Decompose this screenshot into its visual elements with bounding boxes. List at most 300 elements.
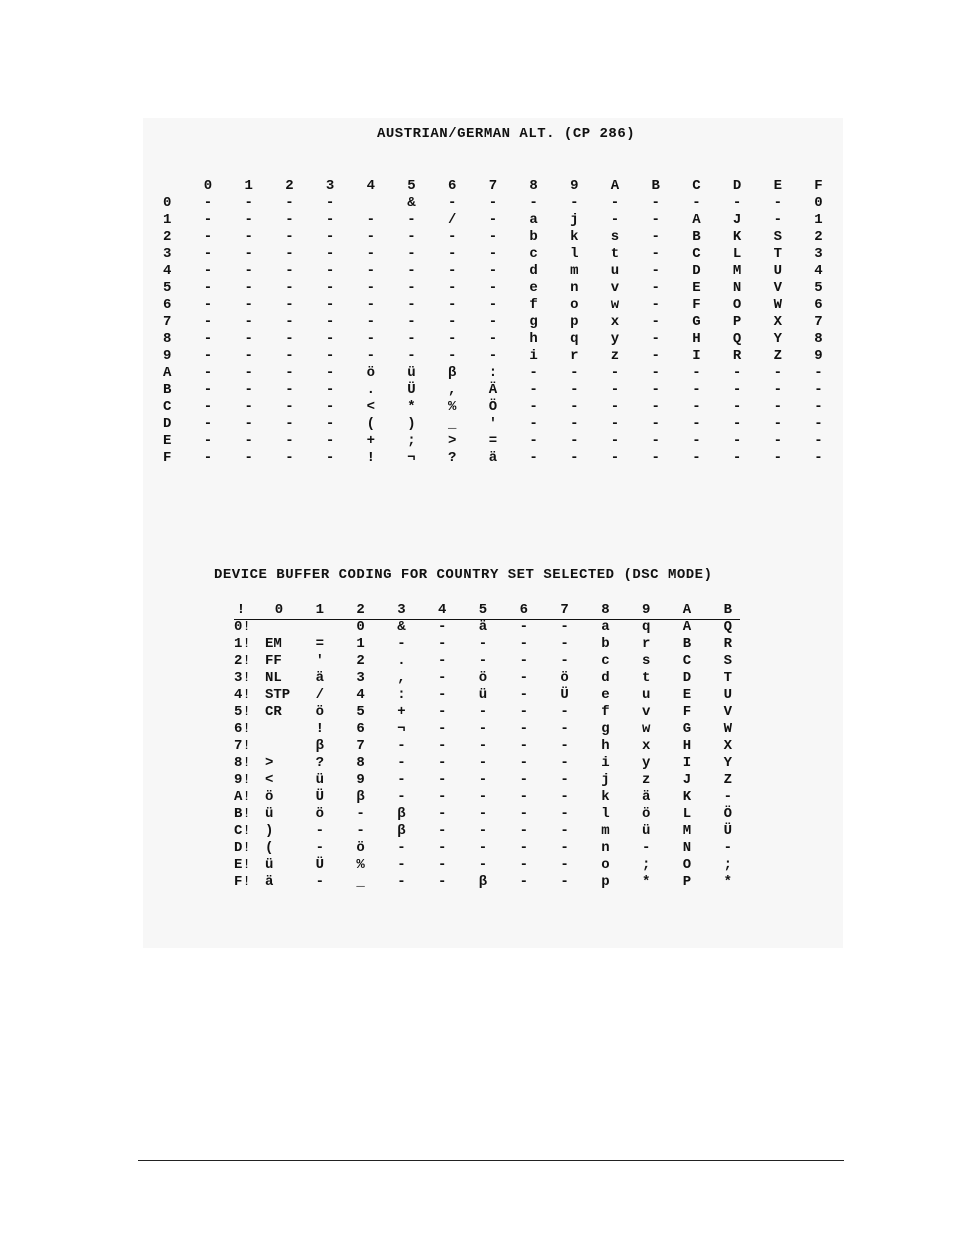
table-cell: - xyxy=(366,331,375,347)
table-cell: s xyxy=(641,653,651,669)
table-cell: ü xyxy=(265,857,274,873)
table-cell: j xyxy=(601,772,610,788)
row-label xyxy=(163,229,183,246)
row-label xyxy=(234,721,262,738)
table-cell: < xyxy=(265,772,274,788)
table-cell: - xyxy=(244,348,253,364)
table-cell: q xyxy=(570,331,579,347)
table-cell: Ü xyxy=(723,823,732,839)
table-cell: X xyxy=(723,738,732,754)
row-label-text: 3 xyxy=(234,670,243,686)
table-cell: - xyxy=(570,399,579,415)
table-cell: - xyxy=(285,263,294,279)
table-cell: - xyxy=(407,246,416,262)
table-cell: R xyxy=(732,348,742,364)
table-cell: 3 xyxy=(356,670,365,686)
table-row xyxy=(234,738,754,755)
table-cell: N xyxy=(732,280,742,296)
table-cell: - xyxy=(244,297,253,313)
table-cell: < xyxy=(366,399,375,415)
table-cell: ; xyxy=(407,433,416,449)
table-cell: 7 xyxy=(356,738,365,754)
table-cell: _ xyxy=(447,416,457,432)
table-cell: - xyxy=(570,365,579,381)
table-row xyxy=(163,246,843,263)
table-cell: - xyxy=(560,857,569,873)
table-cell: - xyxy=(560,840,569,856)
table-cell: & xyxy=(397,619,406,635)
table-cell: - xyxy=(447,297,457,313)
table-cell: - xyxy=(325,348,335,364)
table-cell: 9 xyxy=(356,772,365,788)
table-cell: w xyxy=(641,721,651,737)
table-cell: - xyxy=(203,297,213,313)
table-row xyxy=(234,789,754,806)
table-cell: y xyxy=(641,755,651,771)
table-cell: - xyxy=(478,636,488,652)
table-cell: S xyxy=(723,653,732,669)
table-cell: V xyxy=(773,280,782,296)
row-label-text: F xyxy=(163,450,172,466)
table-cell: - xyxy=(203,314,213,330)
table-cell: - xyxy=(773,416,782,432)
table-cell: - xyxy=(478,738,488,754)
table-cell: b xyxy=(601,636,610,652)
row-label xyxy=(234,789,262,806)
table-cell: ä xyxy=(478,619,488,635)
table-row xyxy=(163,297,843,314)
table-cell: O xyxy=(732,297,742,313)
table-cell: r xyxy=(570,348,579,364)
table-cell: - xyxy=(285,382,294,398)
table-cell: B xyxy=(692,229,701,245)
row-separator: ! xyxy=(242,619,251,635)
table-cell: STP xyxy=(265,687,291,703)
row-label xyxy=(234,670,262,687)
table-cell: . xyxy=(366,382,375,398)
table-cell: * xyxy=(723,874,732,890)
table-cell: - xyxy=(366,348,375,364)
table-cell: l xyxy=(570,246,579,262)
table-cell: - xyxy=(244,246,253,262)
row-label xyxy=(163,263,183,280)
table-cell: ! xyxy=(366,450,375,466)
table-cell: & xyxy=(407,195,416,211)
table-cell: / xyxy=(315,687,324,703)
row-label-text: C xyxy=(234,823,243,839)
table-cell: A xyxy=(682,619,692,635)
table-cell: NL xyxy=(265,670,282,686)
table-cell: m xyxy=(601,823,610,839)
table-cell: - xyxy=(519,806,528,822)
row-label xyxy=(163,450,183,467)
table-cell: - xyxy=(651,399,660,415)
dsc-mode-code-table xyxy=(234,602,754,892)
table-cell: _ xyxy=(356,874,365,890)
table-cell: - xyxy=(325,382,335,398)
table1-col-header-9: 9 xyxy=(570,178,579,194)
row-label xyxy=(234,704,262,721)
table-cell: a xyxy=(529,212,538,228)
table-cell: β xyxy=(356,789,365,805)
table-cell: - xyxy=(519,687,528,703)
table-cell: ) xyxy=(265,823,274,839)
row-label-text: 9 xyxy=(163,348,172,364)
table-cell: - xyxy=(397,857,406,873)
table-row xyxy=(234,619,754,636)
table-cell: x xyxy=(641,738,651,754)
table-cell: - xyxy=(244,212,253,228)
table-cell: β xyxy=(397,806,406,822)
table-cell: C xyxy=(682,653,692,669)
table-cell: ä xyxy=(488,450,498,466)
table-cell: / xyxy=(447,212,457,228)
table2-col-header-B: B xyxy=(723,602,732,618)
table2-corner-mark: ! xyxy=(236,602,246,618)
table-cell: FF xyxy=(265,653,282,669)
table-row xyxy=(234,755,754,772)
table-cell: - xyxy=(478,789,488,805)
table-cell: J xyxy=(732,212,742,228)
table-cell: 8 xyxy=(356,755,365,771)
table1-col-header-0: 0 xyxy=(203,178,213,194)
row-separator: ! xyxy=(242,721,251,737)
table-cell: - xyxy=(478,840,488,856)
table-cell: - xyxy=(315,840,324,856)
table-cell: - xyxy=(651,382,660,398)
row-label-text: C xyxy=(163,399,172,415)
table-cell: - xyxy=(244,195,253,211)
table-cell: : xyxy=(397,687,406,703)
table-cell: - xyxy=(488,263,498,279)
row-label-text: A xyxy=(234,789,243,805)
table-cell: - xyxy=(285,399,294,415)
table-cell: - xyxy=(325,450,335,466)
table-cell: + xyxy=(397,704,406,720)
row-label-text: B xyxy=(234,806,243,822)
row-label-text: E xyxy=(234,857,243,873)
table-cell: - xyxy=(244,399,253,415)
table-cell: d xyxy=(601,670,610,686)
table-cell: a xyxy=(601,619,610,635)
table-cell: D xyxy=(692,263,701,279)
cp286-code-table xyxy=(163,178,843,468)
table-cell: f xyxy=(601,704,610,720)
table-cell: EM xyxy=(265,636,282,652)
table-cell: E xyxy=(682,687,692,703)
row-label-text: 1 xyxy=(234,636,243,652)
table-cell: - xyxy=(244,263,253,279)
row-label xyxy=(163,314,183,331)
table-cell: - xyxy=(488,314,498,330)
table-row xyxy=(234,636,754,653)
table-cell: - xyxy=(641,840,651,856)
table-cell: - xyxy=(814,433,823,449)
table-cell: 2 xyxy=(356,653,365,669)
table-cell: - xyxy=(447,229,457,245)
table-cell: - xyxy=(437,738,447,754)
table-cell: - xyxy=(407,331,416,347)
table-cell: - xyxy=(570,416,579,432)
table-cell: b xyxy=(529,229,538,245)
table-cell: - xyxy=(488,246,498,262)
table-cell: c xyxy=(529,246,538,262)
table-cell: - xyxy=(529,416,538,432)
table-cell: - xyxy=(732,416,742,432)
table-cell: ö xyxy=(315,704,324,720)
table-cell: - xyxy=(325,195,335,211)
table-cell: ? xyxy=(315,755,324,771)
row-label xyxy=(234,806,262,823)
table-cell: ü xyxy=(407,365,416,381)
table-cell: - xyxy=(397,772,406,788)
table-cell: W xyxy=(723,721,732,737)
table-cell: v xyxy=(610,280,620,296)
table-cell: - xyxy=(244,229,253,245)
table-cell: ü xyxy=(315,772,324,788)
table-cell: e xyxy=(601,687,610,703)
row-label-text: 0 xyxy=(163,195,172,211)
table-cell: - xyxy=(814,450,823,466)
table-row xyxy=(234,806,754,823)
table-cell: ö xyxy=(641,806,651,822)
row-label-text: 5 xyxy=(163,280,172,296)
table-cell: i xyxy=(529,348,538,364)
table-cell: ; xyxy=(723,857,732,873)
row-label-text: 2 xyxy=(234,653,243,669)
table-cell: - xyxy=(437,670,447,686)
table-row xyxy=(163,365,843,382)
table-cell: 8 xyxy=(814,331,823,347)
table-cell: 6 xyxy=(356,721,365,737)
table-cell: > xyxy=(265,755,274,771)
table-cell: T xyxy=(773,246,782,262)
row-separator: ! xyxy=(242,874,251,890)
table-cell: - xyxy=(203,433,213,449)
table-cell: - xyxy=(285,212,294,228)
table-cell: - xyxy=(437,823,447,839)
table-cell: ; xyxy=(641,857,651,873)
table-cell: - xyxy=(244,433,253,449)
table-cell: - xyxy=(478,857,488,873)
table-cell: - xyxy=(285,331,294,347)
table-cell: o xyxy=(570,297,579,313)
table-cell: t xyxy=(610,246,620,262)
table-cell: j xyxy=(570,212,579,228)
row-label xyxy=(234,772,262,789)
table2-col-header-2: 2 xyxy=(356,602,365,618)
table-row xyxy=(163,382,843,399)
table-cell: - xyxy=(723,840,732,856)
table-cell: , xyxy=(397,670,406,686)
table-cell: - xyxy=(437,806,447,822)
table-cell: - xyxy=(447,314,457,330)
table-cell: d xyxy=(529,263,538,279)
table-cell: - xyxy=(407,280,416,296)
table-cell: - xyxy=(651,450,660,466)
row-separator: ! xyxy=(242,636,251,652)
row-label xyxy=(163,416,183,433)
table-cell: - xyxy=(519,704,528,720)
table-cell: ' xyxy=(315,653,324,669)
table-cell: % xyxy=(356,857,365,873)
table-cell: - xyxy=(610,212,620,228)
table-cell: X xyxy=(773,314,782,330)
table-cell: ( xyxy=(265,840,274,856)
table-cell: - xyxy=(203,263,213,279)
table2-col-header-6: 6 xyxy=(519,602,528,618)
table-cell: - xyxy=(560,789,569,805)
table-cell: - xyxy=(773,433,782,449)
row-label-text: D xyxy=(234,840,243,856)
table1-col-header-5: 5 xyxy=(407,178,416,194)
table-cell: U xyxy=(773,263,782,279)
table-cell: - xyxy=(397,840,406,856)
table-cell: Y xyxy=(773,331,782,347)
table-cell: - xyxy=(325,246,335,262)
table-cell: - xyxy=(488,280,498,296)
table-cell: - xyxy=(407,263,416,279)
table-cell: - xyxy=(447,246,457,262)
row-label-text: F xyxy=(234,874,243,890)
table-cell: x xyxy=(610,314,620,330)
table-cell: Ö xyxy=(488,399,498,415)
table-cell: - xyxy=(356,806,365,822)
row-separator: ! xyxy=(242,806,251,822)
table-cell: ü xyxy=(265,806,274,822)
table-cell: C xyxy=(692,246,701,262)
table-cell: - xyxy=(560,772,569,788)
table-cell: Ü xyxy=(560,687,569,703)
table-cell: P xyxy=(682,874,692,890)
table-cell: - xyxy=(610,365,620,381)
table-cell: v xyxy=(641,704,651,720)
row-separator: ! xyxy=(242,840,251,856)
table-cell: - xyxy=(325,314,335,330)
table-cell: - xyxy=(325,280,335,296)
table-cell: - xyxy=(244,331,253,347)
table-cell: - xyxy=(519,721,528,737)
table-cell: : xyxy=(488,365,498,381)
table-cell: - xyxy=(285,195,294,211)
table-cell: T xyxy=(723,670,732,686)
table-cell: - xyxy=(478,721,488,737)
table-cell: 1 xyxy=(356,636,365,652)
table2-col-header-3: 3 xyxy=(397,602,406,618)
table-cell: 1 xyxy=(814,212,823,228)
table-cell: ¬ xyxy=(397,721,406,737)
table-cell: K xyxy=(732,229,742,245)
table-cell: - xyxy=(529,399,538,415)
table-row xyxy=(234,823,754,840)
table-cell: - xyxy=(560,721,569,737)
table-cell: - xyxy=(651,348,660,364)
table-cell: - xyxy=(529,450,538,466)
table-cell: o xyxy=(601,857,610,873)
table-cell: β xyxy=(315,738,324,754)
table-cell: - xyxy=(488,297,498,313)
table-cell: ? xyxy=(447,450,457,466)
table-cell: u xyxy=(610,263,620,279)
table-cell: 4 xyxy=(814,263,823,279)
table-row xyxy=(163,314,843,331)
table-cell: - xyxy=(356,823,365,839)
row-label-text: 8 xyxy=(163,331,172,347)
table-cell: - xyxy=(366,263,375,279)
table-cell: - xyxy=(519,636,528,652)
table-cell: - xyxy=(285,297,294,313)
table-cell: - xyxy=(366,212,375,228)
row-label-text: B xyxy=(163,382,172,398)
row-label-text: 2 xyxy=(163,229,172,245)
table-cell: - xyxy=(773,450,782,466)
table-cell: - xyxy=(651,263,660,279)
table-cell: - xyxy=(519,738,528,754)
table2-col-header-1: 1 xyxy=(315,602,324,618)
table-cell: - xyxy=(651,365,660,381)
table-cell: - xyxy=(203,382,213,398)
table-cell: V xyxy=(723,704,732,720)
table-cell: - xyxy=(285,348,294,364)
table-cell: ä xyxy=(641,789,651,805)
row-label-text: 7 xyxy=(234,738,243,754)
table-cell: - xyxy=(488,212,498,228)
table-cell: - xyxy=(447,280,457,296)
table-cell: 4 xyxy=(356,687,365,703)
table-cell: ( xyxy=(366,416,375,432)
table-cell: h xyxy=(529,331,538,347)
table-cell: u xyxy=(641,687,651,703)
table1-col-header-F: F xyxy=(814,178,823,194)
table-cell: ! xyxy=(315,721,324,737)
table-cell: ö xyxy=(265,789,274,805)
table-cell: - xyxy=(732,365,742,381)
table-cell: - xyxy=(437,636,447,652)
table-cell: - xyxy=(732,433,742,449)
table-cell: G xyxy=(682,721,692,737)
table-cell: - xyxy=(732,399,742,415)
table-cell: J xyxy=(682,772,692,788)
table-cell: ö xyxy=(560,670,569,686)
row-label xyxy=(234,840,262,857)
table-cell: - xyxy=(366,280,375,296)
table-row xyxy=(234,840,754,857)
table-cell: - xyxy=(437,721,447,737)
table-cell: - xyxy=(478,704,488,720)
table-row xyxy=(234,772,754,789)
table-cell: - xyxy=(437,789,447,805)
table-cell: - xyxy=(285,450,294,466)
table-cell: - xyxy=(397,874,406,890)
row-label xyxy=(234,619,262,636)
table-cell: - xyxy=(203,399,213,415)
table-cell: - xyxy=(570,195,579,211)
table-cell: - xyxy=(610,416,620,432)
table1-col-header-E: E xyxy=(773,178,782,194)
table-cell: - xyxy=(692,399,701,415)
table-cell: = xyxy=(488,433,498,449)
table-cell: β xyxy=(397,823,406,839)
table-cell: - xyxy=(560,619,569,635)
table-cell: - xyxy=(529,365,538,381)
table-cell: % xyxy=(447,399,457,415)
table-cell: - xyxy=(437,874,447,890)
table-cell: β xyxy=(478,874,488,890)
table-cell: - xyxy=(437,772,447,788)
table-cell: - xyxy=(519,823,528,839)
table-row xyxy=(163,399,843,416)
table-cell: - xyxy=(488,229,498,245)
